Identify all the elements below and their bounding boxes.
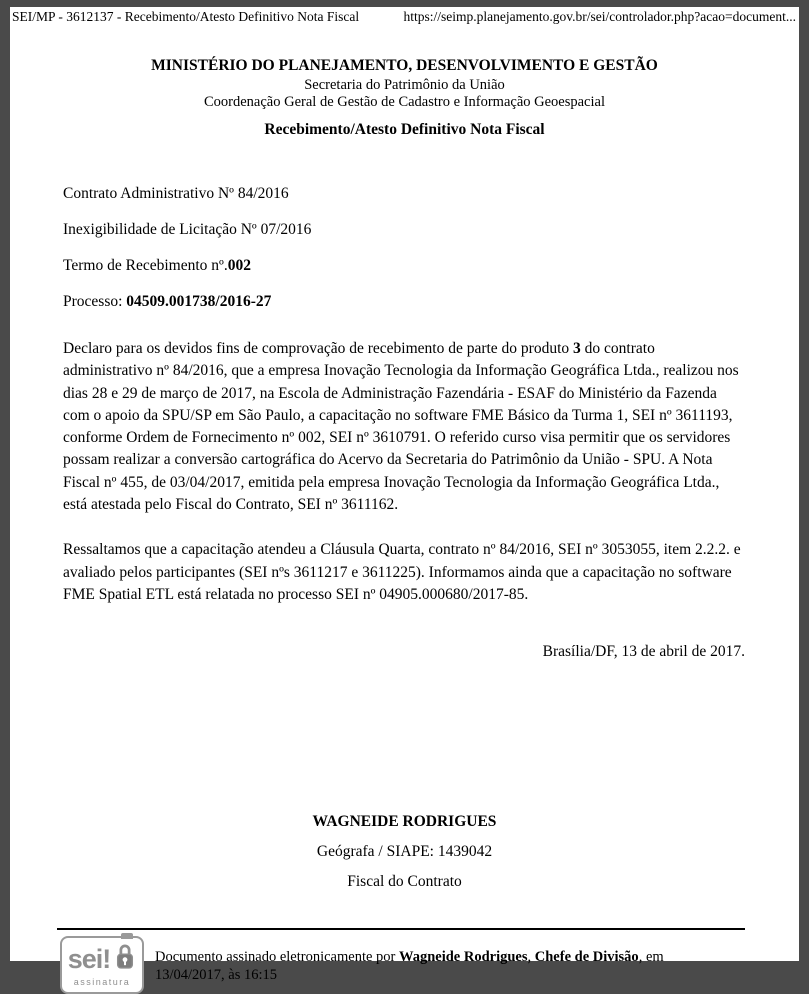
footer-divider xyxy=(57,928,745,930)
date-line: Brasília/DF, 13 de abril de 2017. xyxy=(542,643,745,661)
signer-function: Fiscal do Contrato xyxy=(347,873,462,891)
stamp-signer-role: Chefe de Divisão xyxy=(534,949,639,966)
signature-statement-line1: Documento assinado eletronicamente por Wagneide Rodrigues, Chefe de Divisão, em xyxy=(155,949,664,966)
document-title: Recebimento/Atesto Definitivo Nota Fiscal xyxy=(264,121,545,138)
signature-statement-line2: 13/04/2017, às 16:15 xyxy=(155,966,278,983)
stamp-signer-name: Wagneide Rodrigues xyxy=(399,949,528,966)
sei-logo-text: sei! xyxy=(67,943,111,974)
body-paragraph-2: Ressaltamos que a capacitação atendeu a Cláusula Quarta, contrato nº 84/2016, SEI nº 3053055, item 2.2.2. e avaliado pelos participantes (SEI nºs 3611217 e 3611225). Informamos ainda que a capacitação no software FME Spatial ETL está relatada no processo SEI nº 04905.000680/2017-85. xyxy=(63,541,741,603)
document-body xyxy=(63,338,745,606)
termo-line: Termo de Recebimento nº.002 xyxy=(63,257,251,274)
electronic-signature-stamp xyxy=(60,936,779,994)
sei-signature-logo xyxy=(60,936,144,994)
print-header-title: SEI/MP - 3612137 - Recebimento/Atesto Definitivo Nota Fiscal xyxy=(12,9,360,24)
inexigibilidade-line: Inexigibilidade de Licitação Nº 07/2016 xyxy=(63,221,312,238)
coordination-name: Coordenação Geral de Gestão de Cadastro e Informação Geoespacial xyxy=(204,94,605,110)
sei-logo-subtext: assinatura xyxy=(73,977,131,988)
processo-number: 04509.001738/2016-27 xyxy=(126,293,272,310)
contract-line: Contrato Administrativo Nº 84/2016 xyxy=(63,185,289,202)
logo-tab xyxy=(121,933,133,939)
ministry-name: MINISTÉRIO DO PLANEJAMENTO, DESENVOLVIMENTO E GESTÃO xyxy=(151,57,658,74)
signature-block xyxy=(10,813,799,891)
termo-number: 002 xyxy=(227,257,251,274)
processo-line: Processo: 04509.001738/2016-27 xyxy=(63,293,272,310)
produto-number: 3 xyxy=(573,340,581,357)
signer-name: WAGNEIDE RODRIGUES xyxy=(312,813,497,831)
secretariat-name: Secretaria do Patrimônio da União xyxy=(304,77,505,93)
lock-icon xyxy=(114,941,136,976)
print-header xyxy=(10,7,799,24)
contract-info-block xyxy=(63,186,745,310)
print-header-url: https://seimp.planejamento.gov.br/sei/controlador.php?acao=document... xyxy=(403,9,796,24)
body-paragraph-1: Declaro para os devidos fins de comprovação de recebimento de parte do produto 3 do contrato administrativo nº 84/2016, que a empresa Inovação Tecnologia da Informação Geográfica Ltda., realizou nos dias 28 e 29 de março de 2017, na Escola de Administração Fazendária - ESAF do Ministério da Fazenda com o apoio da SPU/SP em São Paulo, a capacitação no software FME Básico da Turma 1, SEI nº 3611193, conforme Ordem de Fornecimento nº 002, SEI nº 3610791. O referido curso visa permitir que os servidores possam realizar a conversão cartográfica do Acervo da Secretaria do Patrimônio da União - SPU. A Nota Fiscal nº 455, de 03/04/2017, emitida pela empresa Inovação Tecnologia da Informação Geográfica Ltda., está atestada pelo Fiscal do Contrato, SEI nº 3611162. xyxy=(63,340,739,514)
letterhead xyxy=(10,56,799,139)
document-page xyxy=(10,7,799,988)
signature-statement xyxy=(155,936,664,984)
signer-role: Geógrafa / SIAPE: 1439042 xyxy=(316,843,493,861)
